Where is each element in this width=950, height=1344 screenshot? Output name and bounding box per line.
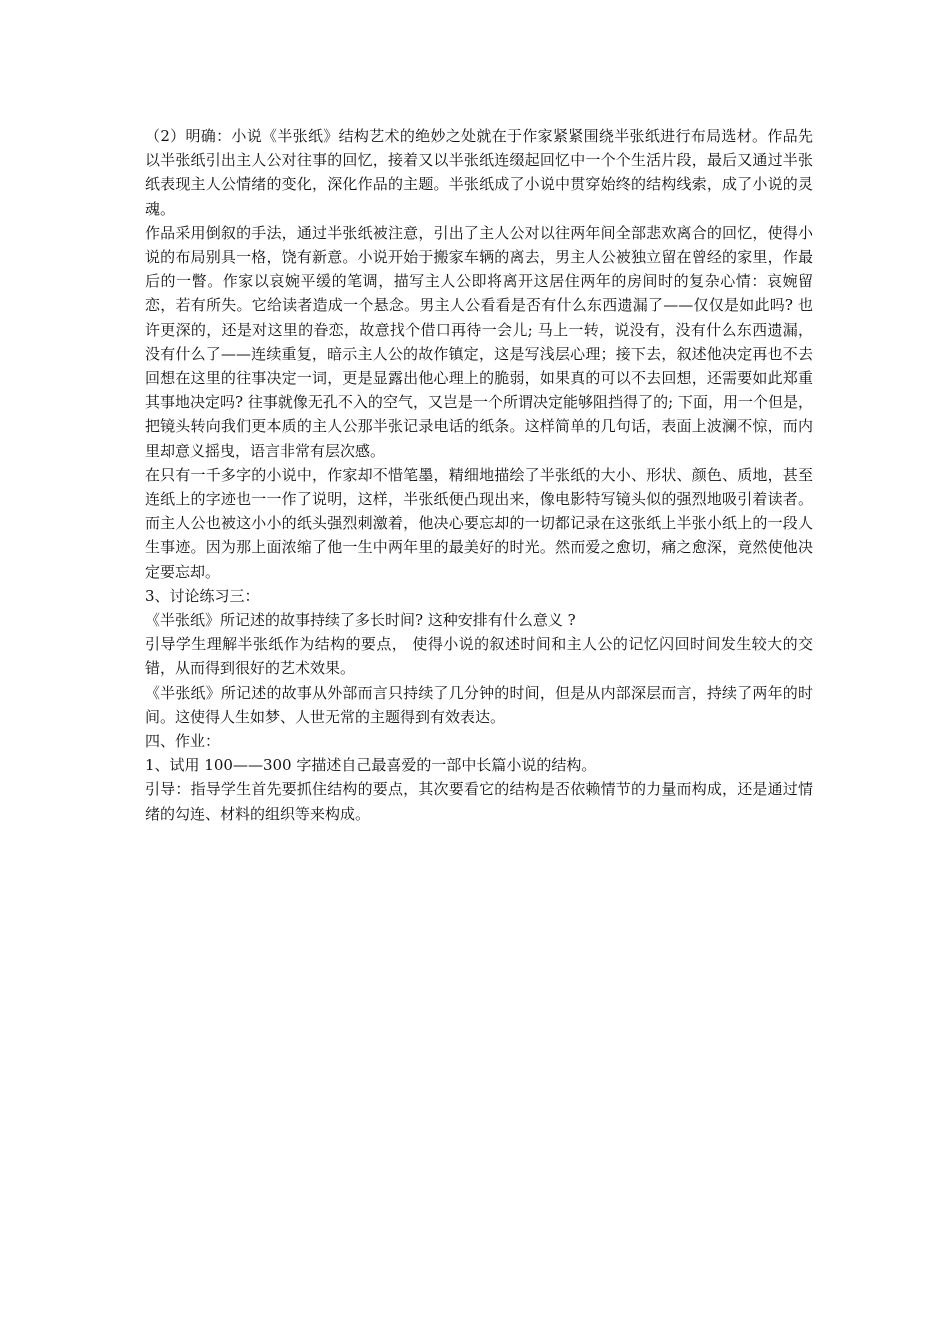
paragraph-homework-guidance: 引导：指导学生首先要抓住结构的要点，其次要看它的结构是否依赖情节的力量而构成，还是通过情绪的勾连、材料的组织等来构成。 [145,780,813,823]
paragraph-detailed-description: 在只有一千多字的小说中，作家却不惜笔墨，精细地描绘了半张纸的大小、形状、颜色、质地，甚至连纸上的字迹也一一作了说明，这样，半张纸便凸现出来，像电影特写镜头似的强烈地吸引着读者。而主人公也被这小小的纸头强烈刺激着，他决心要忘却的一切都记录在这张纸上半张小纸上的一段人生事迹。因为那上面浓缩了他一生中两年里的最美好的时光。然而爱之愈切，痛之愈深，竟然使他决定要忘却。 [145,465,813,581]
heading-homework: 四、作业： [145,732,221,751]
paragraph-flashback-technique: 作品采用倒叙的手法，通过半张纸被注意，引出了主人公对以往两年间全部悲欢离合的回忆，使得小说的布局别具一格，饶有新意。小说开始于搬家车辆的离去，男主人公被独立留在曾经的家里，作最后的一瞥。作家以哀婉平缓的笔调，描写主人公即将离开这居住两年的房间时的复杂心情：哀婉留恋，若有所失。它给读者造成一个悬念。男主人公看看是否有什么东西遗漏了——仅仅是如此吗? 也许更深的，还是对这里的眷恋，故意找个借口再待一会儿; 马上一转，说没有，没有什么东西遗漏，没有什么了——连续重复，暗示主人公的故作镇定，这是写浅层心理；接下去，叙述他决定再也不去回想在这里的往事决定一词，更是显露出他心理上的脆弱，如果真的可以不去回想，还需要如此郑重其事地决定吗? 往事就像无孔不入的空气，又岂是一个所谓决定能够阻挡得了的; 下面，用一个但是，把镜头转向我们更本质的主人公那半张记录电话的纸条。这样简单的几句话，表面上波澜不惊，而内里却意义摇曳，语言非常有层次感。 [145,223,813,460]
paragraph-guidance: 引导学生理解半张纸作为结构的要点， 使得小说的叙述时间和主人公的记忆闪回时间发生较大的交错，从而得到很好的艺术效果。 [145,635,813,678]
paragraph-answer: 《半张纸》所记述的故事从外部而言只持续了几分钟的时间，但是从内部深层而言，持续了两年的时间。这使得人生如梦、人世无常的主题得到有效表达。 [145,683,813,726]
paragraph-homework-task: 1、试用 100——300 字描述自己最喜爱的一部中长篇小说的结构。 [145,756,597,775]
paragraph-question: 《半张纸》所记述的故事持续了多长时间? 这种安排有什么意义 ? [145,611,576,630]
paragraph-clarification-2: （2）明确：小说《半张纸》结构艺术的绝妙之处就在于作家紧紧围绕半张纸进行布局选材。作品先以半张纸引出主人公对往事的回忆，接着又以半张纸连缀起回忆中一个个生活片段，最后又通过半张纸表现主人公情绪的变化，深化作品的主题。半张纸成了小说中贯穿始终的结构线索，成了小说的灵魂。 [145,127,813,218]
document-body [145,124,813,826]
heading-discussion-exercise-3: 3、讨论练习三： [145,586,260,605]
